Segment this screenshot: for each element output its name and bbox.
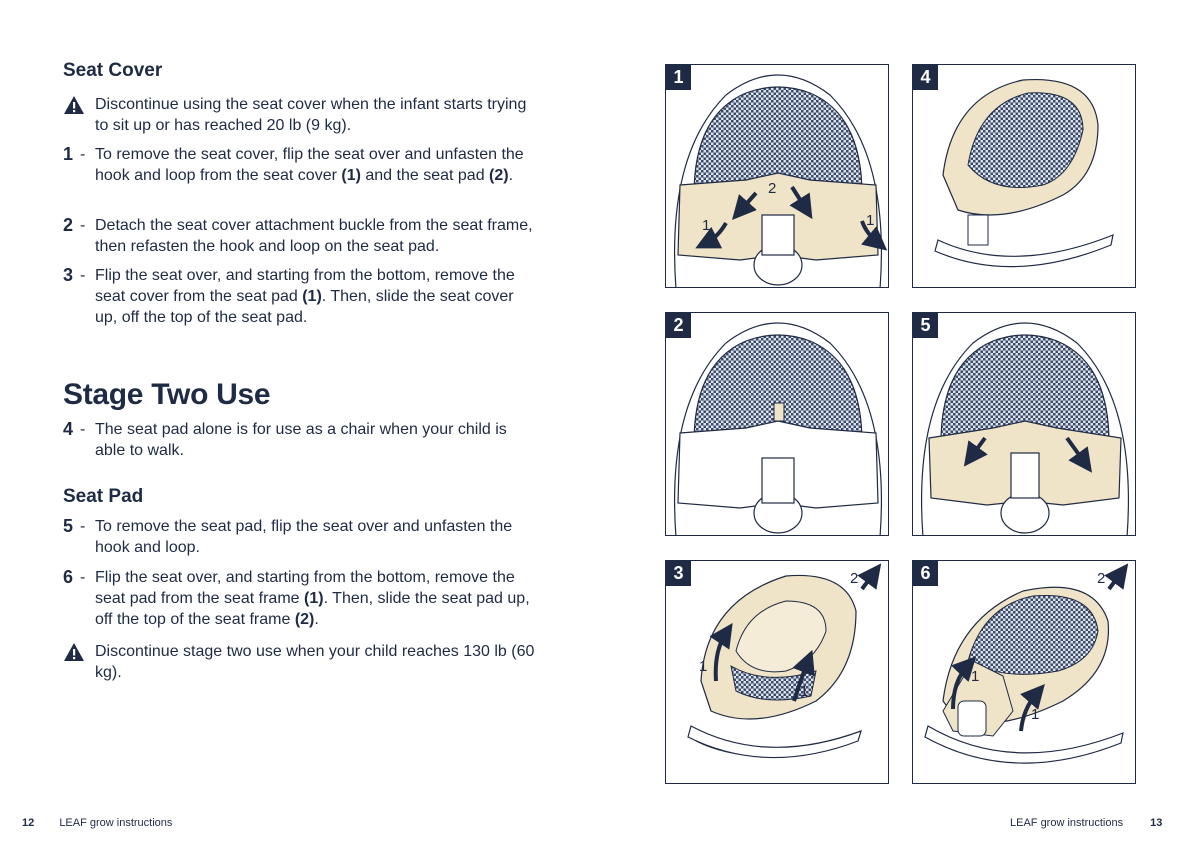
footer-title: LEAF grow instructions	[1010, 817, 1124, 829]
step-2: 2 - Detach the seat cover attachment buckle from the seat frame, then refasten the hook and loop on the seat pad.	[63, 215, 538, 257]
step-number: 5	[63, 516, 74, 536]
seat-cover-removal-illustration	[666, 65, 889, 288]
callout-label: 2	[1097, 570, 1106, 587]
figure-panel-4	[912, 64, 1136, 288]
seat-pad-unfasten-illustration	[913, 313, 1136, 536]
seat-pad-heading: Seat Pad	[63, 486, 144, 507]
seat-pad-warning	[63, 641, 538, 683]
seat-cover-warning	[63, 94, 538, 136]
step-text: Detach the seat cover attachment buckle from the seat frame, then refasten the hook and loop on the seat pad.	[95, 217, 533, 255]
callout-label: 1	[1031, 706, 1040, 723]
panel-badge: 6	[913, 561, 938, 586]
slide-cover-up-illustration	[666, 561, 889, 784]
warning-text: Discontinue using the seat cover when the infant starts trying to sit up or has reached 20 lb (9 kg).	[95, 96, 527, 134]
step-text: Flip the seat over, and starting from the bottom, remove the seat cover from the seat pad (1). Then, slide the seat cover up, off the top of the seat pad.	[95, 267, 515, 326]
panel-badge: 4	[913, 65, 938, 90]
step-text: To remove the seat cover, flip the seat over and unfasten the hook and loop from the seat cover (1) and the seat pad (2).	[95, 146, 524, 184]
callout-label: 2	[768, 180, 777, 197]
arrow-icon	[1109, 573, 1121, 589]
seat-buckle-illustration	[666, 313, 889, 536]
callout-label: 2	[850, 570, 859, 587]
figure-panel-6	[912, 560, 1136, 784]
figure-panel-5	[912, 312, 1136, 536]
step-number: 4	[63, 419, 74, 439]
step-number: 2	[63, 215, 74, 235]
panel-badge: 3	[666, 561, 691, 586]
callout-label: 1	[971, 668, 980, 685]
warning-icon	[63, 642, 85, 662]
footer-left	[22, 817, 172, 829]
step-number: 1	[63, 144, 74, 164]
panel-badge: 1	[666, 65, 691, 90]
panel-badge: 2	[666, 313, 691, 338]
callout-label: 1	[800, 683, 809, 700]
page-number: 12	[22, 817, 35, 829]
figure-panel-2	[665, 312, 889, 536]
seat-pad-stage-two-illustration	[913, 65, 1136, 288]
step-number: 6	[63, 567, 74, 587]
step-number: 3	[63, 265, 74, 285]
step-4: 4 - The seat pad alone is for use as a chair when your child is able to walk.	[63, 419, 538, 461]
seat-cover-heading: Seat Cover	[63, 60, 163, 81]
figure-panel-1	[665, 64, 889, 288]
step-text: Flip the seat over, and starting from the bottom, remove the seat pad from the seat frame (1). Then, slide the seat pad up, off the top of the seat frame (2).	[95, 569, 530, 628]
callout-label: 1	[866, 212, 875, 229]
figure-panel-3	[665, 560, 889, 784]
panel-badge: 5	[913, 313, 938, 338]
footer-title: LEAF grow instructions	[59, 817, 173, 829]
stage-two-heading: Stage Two Use	[63, 378, 271, 411]
arrow-icon	[862, 573, 874, 589]
page-number: 13	[1150, 817, 1163, 829]
footer-right	[1010, 817, 1162, 829]
callout-label: 1	[702, 217, 711, 234]
warning-icon	[63, 95, 85, 115]
step-1: 1 - To remove the seat cover, flip the seat over and unfasten the hook and loop from the seat cover (1) and the seat pad (2).	[63, 144, 538, 186]
slide-pad-up-illustration	[913, 561, 1136, 784]
callout-label: 1	[699, 658, 708, 675]
step-6: 6 - Flip the seat over, and starting from the bottom, remove the seat pad from the seat frame (1). Then, slide the seat pad up, off the top of the seat frame (2).	[63, 567, 538, 630]
warning-text: Discontinue stage two use when your child reaches 130 lb (60 kg).	[95, 643, 535, 681]
step-3: 3 - Flip the seat over, and starting from the bottom, remove the seat cover from the seat pad (1). Then, slide the seat cover up, off the top of the seat pad.	[63, 265, 538, 328]
step-text: The seat pad alone is for use as a chair when your child is able to walk.	[95, 421, 507, 459]
step-text: To remove the seat pad, flip the seat over and unfasten the hook and loop.	[95, 518, 513, 556]
step-5: 5 - To remove the seat pad, flip the seat over and unfasten the hook and loop.	[63, 516, 538, 558]
